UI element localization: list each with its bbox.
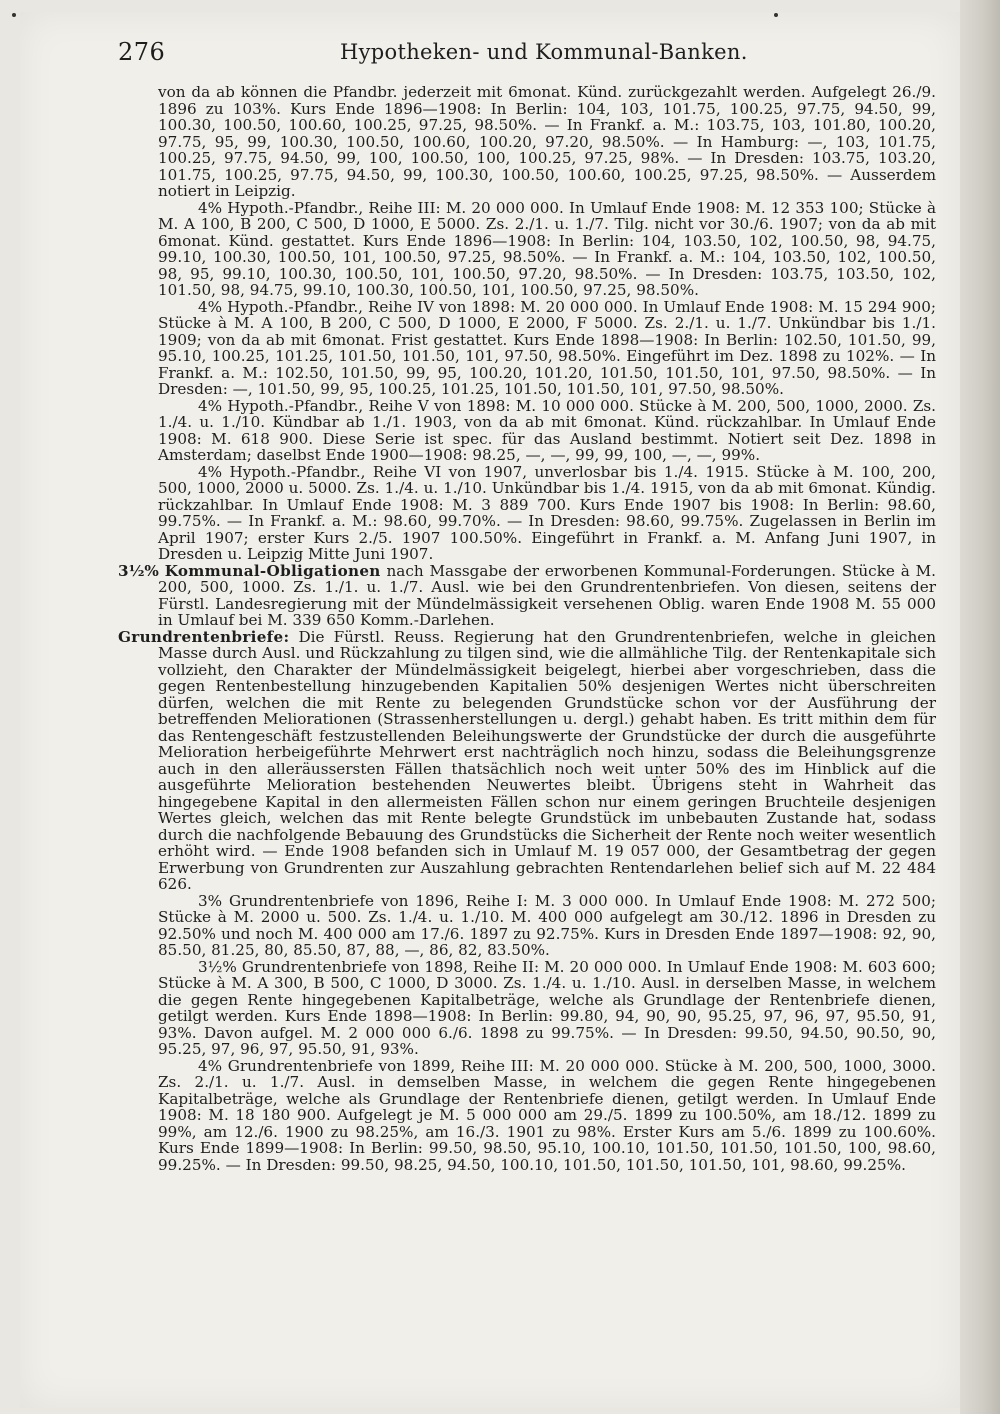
paragraph-text: 3% Grundrentenbriefe von 1896, Reihe I: M. 3 000 000. In Umlauf Ende 1908: M. 272 500; Stücke à M. 2000 u. 500. Zs. 1./4. u. 1./10. M. 400 000 aufgelegt am 30./12. 1896 in Dresden zu 92.50% und noch M. 400 000 am 17./6. 1897 zu 92.75%. Kurs in Dresden Ende 1897—1908: 92, 90, 85.50, 81.25, 80, 85.50, 87, 88, —, 86, 82, 83.50%.	[158, 891, 936, 959]
paragraph-text: von da ab können die Pfandbr. jederzeit mit 6monat. Künd. zurückgezahlt werden. Aufgelegt 26./9. 1896 zu 103%. Kurs Ende 1896—1908: In Berlin: 104, 103, 101.75, 100.25, 97.75, 94.50, 99, 100.30, 100.50, 100.60, 100.25, 97.25, 98.50%. — In Frankf. a. M.: 103.75, 103, 101.80, 100.20, 97.75, 95, 99, 100.30, 100.50, 100.60, 100.20, 97.20, 98.50%. — In Hamburg: —, 103, 101.75, 100.25, 97.75, 94.50, 99, 100, 100.50, 100, 100.25, 97.25, 98%. — In Dresden: 103.75, 103.20, 101.75, 100.25, 97.75, 94.50, 99, 100.30, 100.50, 100.60, 100.25, 97.25, 98.50%. — Ausserdem notiert in Leipzig.	[158, 83, 936, 200]
paragraph-text: nach Massgabe der erworbenen Kommunal-Forderungen. Stücke à M. 200, 500, 1000. Zs. 1./1. u. 1./7. Ausl. wie bei den Grundrentenbriefen. Von diesen, seitens der Fürstl. Landesregierung mit der Mündelmässigkeit versehenen Oblig. waren Ende 1908 M. 55 000 in Umlauf bei M. 339 650 Komm.-Darlehen.	[158, 561, 937, 629]
page-body	[118, 84, 936, 1173]
paragraph-reihe-ii-continued	[118, 84, 936, 200]
paragraph-reihe-v	[118, 398, 936, 464]
paragraph-grund-reihe-iii	[118, 1058, 936, 1174]
page-number: 276	[118, 38, 166, 66]
paragraph-reihe-i	[118, 893, 936, 959]
paragraph-reihe-iv	[118, 299, 936, 398]
paragraph-text: 4% Hypoth.-Pfandbr., Reihe III: M. 20 000 000. In Umlauf Ende 1908: M. 12 353 100; Stücke à M. A 100, B 200, C 500, D 1000, E 5000. Zs. 2./1. u. 1./7. Tilg. nicht vor 30./6. 1907; von da ab mit 6monat. Künd. gestattet. Kurs Ende 1896—1908: In Berlin: 104, 103.50, 102, 100.50, 98, 94.75, 99.10, 100.30, 100.50, 101, 100.50, 97.25, 98.50%. — In Frankf. a. M.: 104, 103.50, 102, 100.50, 98, 95, 99.10, 100.30, 100.50, 101, 100.50, 97.20, 98.50%. — In Dresden: 103.75, 103.50, 102, 101.50, 98, 94.75, 99.10, 100.30, 100.50, 101, 100.50, 97.25, 98.50%.	[158, 198, 936, 299]
entry-label: Grundrentenbriefe:	[118, 627, 290, 646]
paragraph-text: 4% Hypoth.-Pfandbr., Reihe V von 1898: M. 10 000 000. Stücke à M. 200, 500, 1000, 2000. Zs. 1./4. u. 1./10. Kündbar ab 1./1. 1903, von da ab mit 6monat. Künd. rückzahlbar. In Umlauf Ende 1908: M. 618 900. Diese Serie ist spec. für das Ausland bestimmt. Notiert seit Dez. 1898 in Amsterdam; daselbst Ende 1900—1908: 98.25, —, —, 99, 99, 100, —, —, 99%.	[158, 396, 936, 464]
paragraph-text: Die Fürstl. Reuss. Regierung hat den Grundrentenbriefen, welche in gleichen Masse durch Ausl. und Rückzahlung zu tilgen sind, wie die allmähliche Tilg. der Rentenkapitale sich vollzieht, den Charakter der Mündelmässigkeit beigelegt, hierbei aber vorgeschrieben, dass die gegen Rentenbestellung hinzugebenden Kapitalien 50% desjenigen Wertes nicht überschreiten dürfen, welchen die mit Rente zu belegenden Grundstücke schon vor der Ausführung der betreffenden Meliorationen (Strassenherstellungen u. dergl.) gehabt haben. Es tritt mithin dem für das Rentengeschäft festzustellenden Beleihungswerte der Grundstücke der durch die ausgeführte Melioration herbeigeführte Mehrwert erst nachträglich noch hinzu, sodass die Beleihungsgrenze auch in den alleräussersten Fällen thatsächlich noch weit unter 50% des im Hinblick auf die ausgeführte Melioration bestehenden Neuwertes bleibt. Übrigens steht in Wahrheit das hingegebene Kapital in den allermeisten Fällen schon nur einem geringen Bruchteile desjenigen Wertes gleich, welchen das mit Rente belegte Grundstück im unbebauten Zustande hat, sodass durch die nachfolgende Bebauung des Grundstücks die Sicherheit der Rente noch weiter wesentlich erhöht wird. — Ende 1908 befanden sich in Umlauf M. 19 057 000, der Gesamtbetrag der gegen Erwerbung von Grundrenten zur Auszahlung gebrachten Rentendarlehen belief sich auf M. 22 484 626.	[158, 627, 936, 893]
entry-lead: 3½%	[118, 561, 159, 580]
paragraph-text: 4% Grundrentenbriefe von 1899, Reihe III: M. 20 000 000. Stücke à M. 200, 500, 1000, 3000. Zs. 2./1. u. 1./7. Ausl. in demselben Masse, in welchem die gegen Rente hingegebenen Kapitalbeträge, welche als Grundlage der Rentenbriefe dienen, getilgt werden. In Umlauf Ende 1908: M. 18 180 900. Aufgelegt je M. 5 000 000 am 29./5. 1899 zu 100.50%, am 18./12. 1899 zu 99%, am 12./6. 1900 zu 98.25%, am 16./3. 1901 zu 98%. Erster Kurs am 5./6. 1899 zu 100.60%. Kurs Ende 1899—1908: In Berlin: 99.50, 98.50, 95.10, 100.10, 101.50, 101.50, 101.50, 100, 98.60, 99.25%. — In Dresden: 99.50, 98.25, 94.50, 100.10, 101.50, 101.50, 101.50, 101, 98.60, 99.25%.	[158, 1056, 936, 1174]
paragraph-text: 4% Hypoth.-Pfandbr., Reihe IV von 1898: M. 20 000 000. In Umlauf Ende 1908: M. 15 294 900; Stücke à M. A 100, B 200, C 500, D 1000, E 2000, F 5000. Zs. 2./1. u. 1./7. Unkündbar bis 1./1. 1909; von da ab mit 6monat. Frist gestattet. Kurs Ende 1898—1908: In Berlin: 102.50, 101.50, 99, 95.10, 100.25, 101.25, 101.50, 101.50, 101, 97.50, 98.50%. Eingeführt im Dez. 1898 zu 102%. — In Frankf. a. M.: 102.50, 101.50, 99, 95, 100.20, 101.20, 101.50, 101.50, 101, 97.50, 98.50%. — In Dresden: —, 101.50, 99, 95, 100.25, 101.25, 101.50, 101.50, 101, 97.50, 98.50%.	[158, 297, 936, 398]
page-edge-shadow	[960, 0, 1000, 1414]
running-title: Hypotheken- und Kommunal-Banken.	[340, 40, 748, 64]
scan-speck	[774, 13, 778, 17]
paragraph-grundrentenbriefe	[118, 629, 936, 893]
paragraph-kommunal-obligationen	[118, 563, 936, 629]
paragraph-text: 4% Hypoth.-Pfandbr., Reihe VI von 1907, unverlosbar bis 1./4. 1915. Stücke à M. 100, 200, 500, 1000, 2000 u. 5000. Zs. 1./4. u. 1./10. Unkündbar bis 1./4. 1915, von da ab mit 6monat. Kündig. rückzahlbar. In Umlauf Ende 1908: M. 3 889 700. Kurs Ende 1907 bis 1908: In Berlin: 98.60, 99.75%. — In Frankf. a. M.: 98.60, 99.70%. — In Dresden: 98.60, 99.75%. Zugelassen in Berlin im April 1907; erster Kurs 2./5. 1907 100.50%. Eingeführt in Frankf. a. M. Anfang Juni 1907, in Dresden u. Leipzig Mitte Juni 1907.	[158, 462, 936, 563]
paragraph-reihe-vi	[118, 464, 936, 563]
paragraph-text: 3½% Grundrentenbriefe von 1898, Reihe II: M. 20 000 000. In Umlauf Ende 1908: M. 603 600; Stücke à M. A 300, B 500, C 1000, D 3000. Zs. 1./4. u. 1./10. Ausl. in derselben Masse, in welchem die gegen Rente hingegebenen Kapitalbeträge, welche als Grundlage der Rentenbriefe dienen, getilgt werden. Kurs Ende 1898—1908: In Berlin: 99.80, 94, 90, 90, 95.25, 97, 96, 97, 95.50, 91, 93%. Davon aufgel. M. 2 000 000 6./6. 1898 zu 99.75%. — In Dresden: 99.50, 94.50, 90.50, 90, 95.25, 97, 96, 97, 95.50, 91, 93%.	[158, 957, 936, 1058]
scan-speck	[12, 13, 16, 17]
paragraph-reihe-iii	[118, 200, 936, 299]
entry-label: Kommunal-Obligationen	[164, 561, 381, 580]
page-header	[118, 38, 940, 72]
paragraph-grund-reihe-ii	[118, 959, 936, 1058]
